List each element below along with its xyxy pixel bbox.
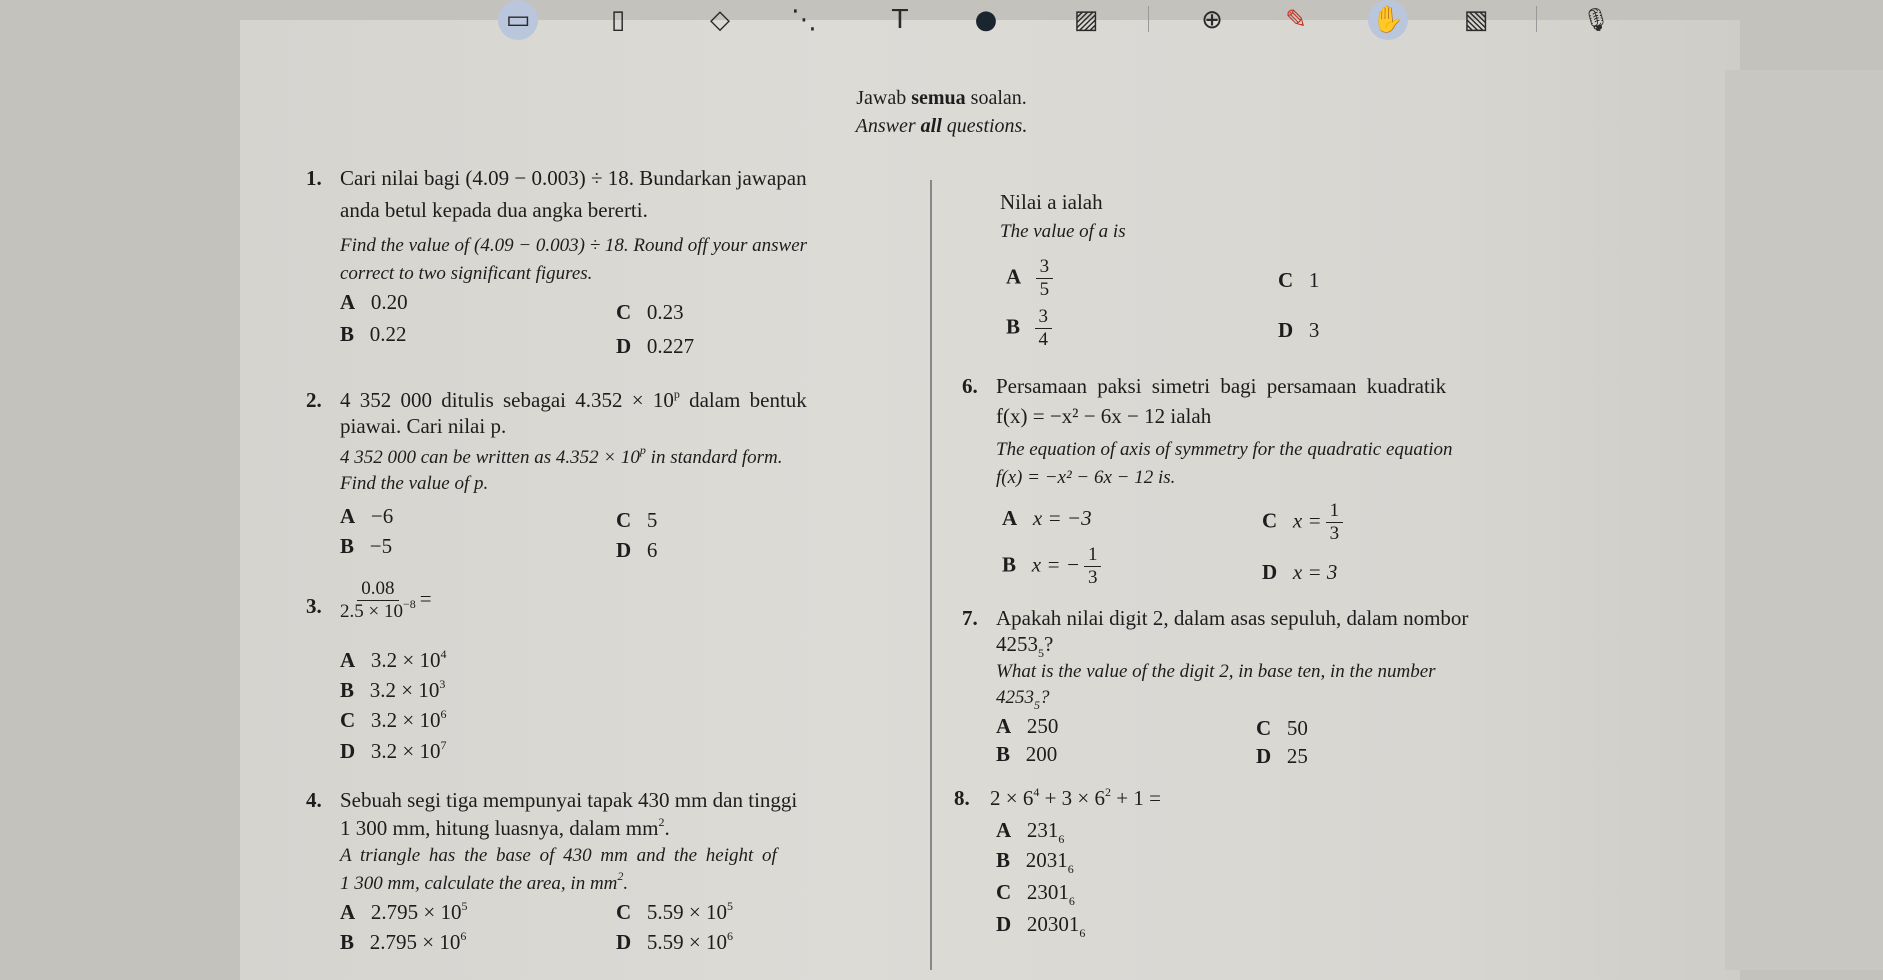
question-text-malay: anda betul kepada dua angka bererti. (340, 198, 648, 222)
option-b[interactable]: B $2.795 \times 10^6$ (340, 929, 467, 954)
question-text-malay: Nilai a ialah (1000, 190, 1103, 214)
option-a[interactable]: A 250 (996, 714, 1059, 738)
zoom-icon[interactable]: ⊕ (1201, 5, 1223, 35)
column-divider (930, 180, 932, 970)
option-c[interactable]: C $3.2 \times 10^6$ (340, 707, 447, 732)
question-text-malay: Cari nilai bagi (4.09 − 0.003) ÷ 18. Bundarkan jawapan (340, 166, 807, 190)
question-text-malay: 4 352 000 ditulis sebagai $4.352 \times 10^p$ dalam bentuk (340, 387, 807, 412)
question-text-english: Find the value of (4.09 − 0.003) ÷ 18. Round off your answer (340, 235, 808, 256)
question-text-malay: 1 300 mm, hitung luasnya, dalam $mm^2$. (340, 815, 670, 840)
pattern-icon[interactable]: ▧ (1463, 5, 1489, 35)
laser-pointer-icon[interactable]: ✎ (1285, 5, 1307, 35)
toolbar-separator (1536, 6, 1537, 32)
text-icon[interactable]: T (892, 5, 908, 35)
option-b[interactable]: B x = − $\frac{1}{3}$ (1002, 544, 1105, 589)
option-d[interactable]: D $20301_6$ (996, 912, 1086, 940)
option-d[interactable]: D 25 (1256, 744, 1308, 768)
question-text-english: f(x) = −x² − 6x − 12 is. (996, 467, 1176, 488)
question-number: 4. (306, 788, 322, 812)
question-text-english: Find the value of p. (340, 473, 489, 494)
option-c[interactable]: C 1 (1278, 268, 1320, 292)
option-a[interactable]: A x = −3 (1002, 506, 1092, 530)
image-icon[interactable]: ▨ (1073, 5, 1099, 35)
option-d[interactable]: D 3 (1278, 318, 1320, 342)
question-text-malay: Persamaan paksi simetri bagi persamaan kuadratik (996, 374, 1447, 398)
question-text-malay: f(x) = −x² − 6x − 12 ialah (996, 404, 1212, 428)
lasso-icon[interactable]: ⋱ (791, 5, 817, 35)
option-a[interactable]: A $\frac{3}{5}$ (1006, 256, 1057, 301)
option-a[interactable]: A $2.795 \times 10^5$ (340, 899, 468, 924)
question-expression: $2 \times 6^4 + 3 \times 6^2 + 1$ = (990, 785, 1161, 810)
option-b[interactable]: B 0.22 (340, 322, 407, 346)
option-c[interactable]: C x = $\frac{1}{3}$ (1262, 500, 1347, 545)
question-number: 6. (962, 374, 978, 398)
question-number: 3. (306, 594, 322, 618)
pen-icon[interactable]: ▯ (610, 5, 626, 35)
question-text-english: The value of a is (1000, 221, 1126, 242)
option-a[interactable]: A −6 (340, 504, 394, 528)
question-text-english: 1 300 mm, calculate the area, in $mm^2$. (340, 869, 629, 894)
option-d[interactable]: D $5.59 \times 10^6$ (616, 929, 734, 954)
question-text-malay: $4253_5$? (996, 632, 1054, 660)
instruction-malay: Jawab semua soalan. (856, 87, 1027, 109)
highlighter-icon[interactable]: ◇ (710, 5, 730, 35)
microphone-icon[interactable]: 🎙 (1582, 7, 1610, 33)
option-d[interactable]: D 0.227 (616, 334, 695, 358)
question-expression: $\frac{0.08}{2.5 \times 10^{-8}}$ = (340, 578, 432, 622)
question-text-malay: piawai. Cari nilai p. (340, 414, 507, 438)
option-c[interactable]: C $5.59 \times 10^5$ (616, 899, 734, 924)
question-number: 7. (962, 606, 978, 630)
question-number: 2. (306, 388, 322, 412)
option-a[interactable]: A 0.20 (340, 290, 408, 314)
question-text-english: correct to two significant figures. (340, 263, 593, 284)
question-number: 8. (954, 786, 970, 810)
option-b[interactable]: B −5 (340, 534, 393, 558)
option-a[interactable]: A $231_6$ (996, 818, 1065, 846)
toolbar-separator (1148, 6, 1149, 32)
option-b[interactable]: B $3.2 \times 10^3$ (340, 677, 446, 702)
screen-edge (1725, 70, 1883, 970)
option-c[interactable]: C 50 (1256, 716, 1308, 740)
option-d[interactable]: D x = 3 (1262, 560, 1338, 584)
option-b[interactable]: B 200 (996, 742, 1058, 766)
annotation-toolbar (480, 0, 1630, 48)
question-text-english: 4 352 000 can be written as $4.352 \times 10^p$ in standard form. (340, 443, 783, 468)
option-b[interactable]: B $\frac{3}{4}$ (1006, 306, 1056, 351)
question-text-english: A triangle has the base of 430 mm and the height of (340, 845, 777, 866)
question-number: 1. (306, 166, 322, 190)
option-a[interactable]: A $3.2 \times 10^4$ (340, 647, 447, 672)
option-c[interactable]: C $2301_6$ (996, 880, 1075, 908)
option-d[interactable]: D 6 (616, 538, 658, 562)
question-text-malay: Apakah nilai digit 2, dalam asas sepuluh, dalam nombor (996, 606, 1469, 630)
option-b[interactable]: B $2031_6$ (996, 848, 1074, 876)
select-icon[interactable]: ▭ (498, 0, 538, 40)
hand-icon[interactable]: ✋ (1368, 0, 1408, 40)
color-fill-icon[interactable]: ● (974, 5, 998, 35)
question-text-english: $4253_5$? (996, 687, 1050, 712)
question-text-english: What is the value of the digit 2, in base ten, in the number (996, 661, 1436, 682)
question-text-malay: Sebuah segi tiga mempunyai tapak 430 mm dan tinggi (340, 788, 798, 812)
question-text-english: The equation of axis of symmetry for the quadratic equation (996, 439, 1453, 460)
option-c[interactable]: C 0.23 (616, 300, 684, 324)
option-d[interactable]: D $3.2 \times 10^7$ (340, 738, 447, 763)
option-c[interactable]: C 5 (616, 508, 658, 532)
instruction-english: Answer all questions. (855, 115, 1028, 137)
